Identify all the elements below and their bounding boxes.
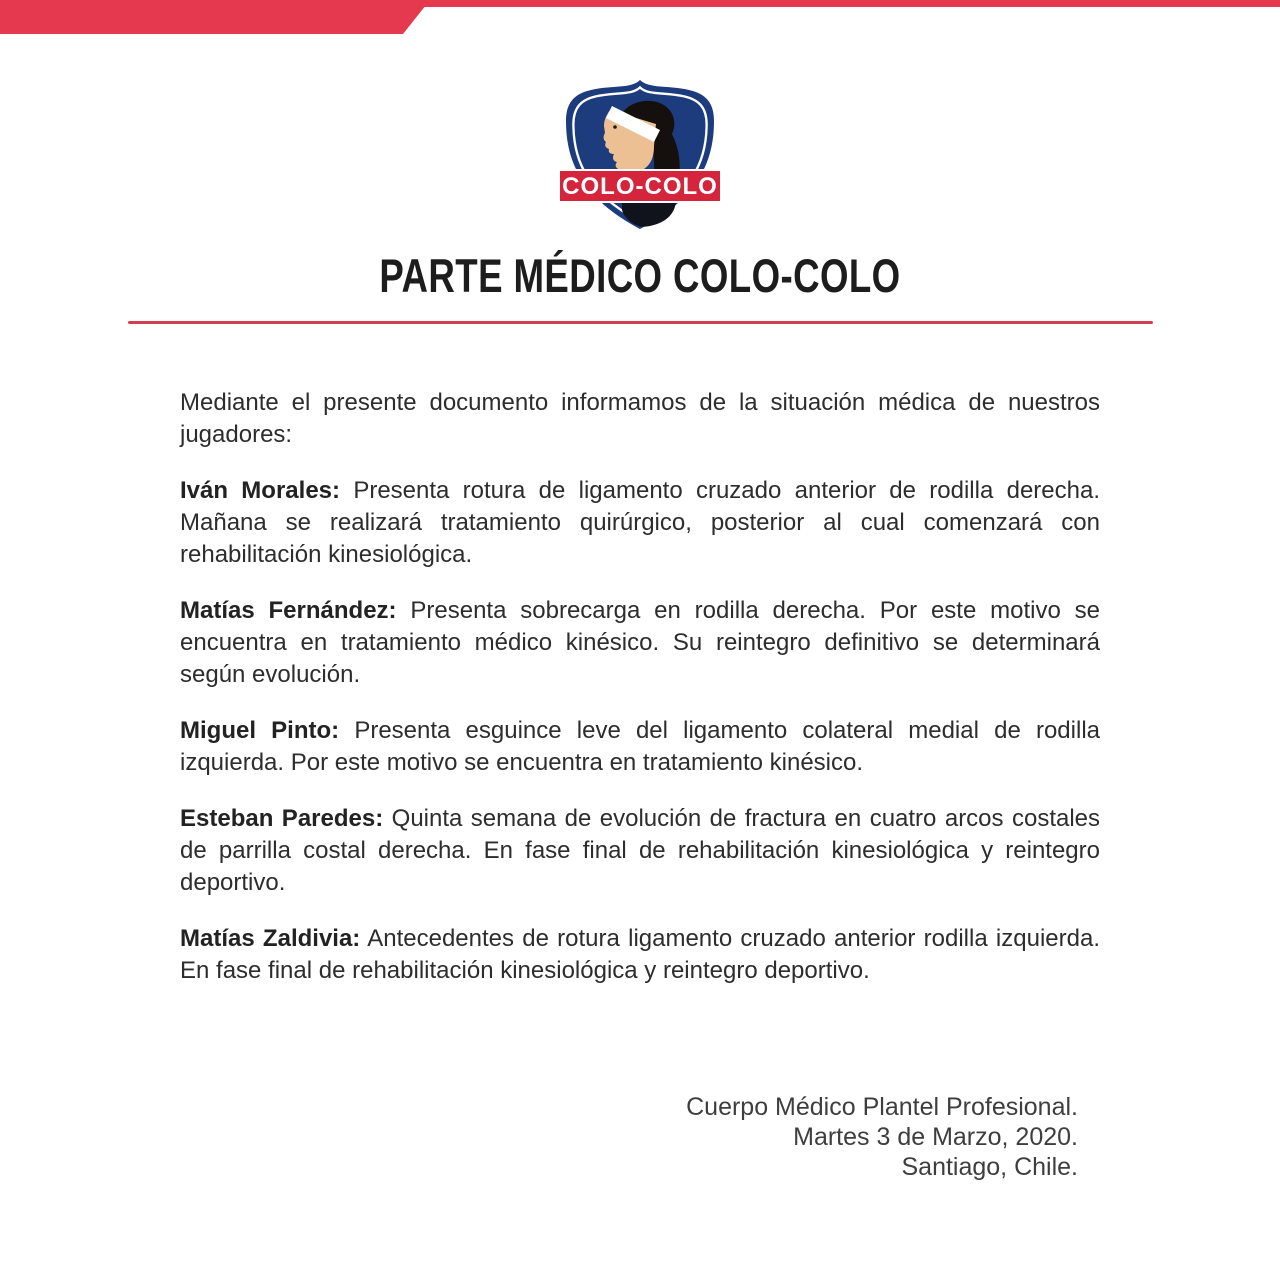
player-name: Iván Morales: bbox=[180, 477, 341, 504]
player-paragraph bbox=[180, 715, 1100, 779]
player-paragraph bbox=[180, 475, 1100, 571]
signature-line: Martes 3 de Marzo, 2020. bbox=[793, 1123, 1078, 1151]
player-name: Matías Zaldivia: bbox=[180, 925, 361, 952]
player-report: Presenta sobrecarga en rodilla derecha. Por este motivo se encuentra en tratamiento médico kinésico. Su reintegro definitivo se determinará según evolución. bbox=[180, 597, 1100, 688]
page-title: PARTE MÉDICO COLO-COLO bbox=[379, 249, 901, 302]
report-body bbox=[180, 387, 1100, 1011]
player-name: Matías Fernández: bbox=[180, 597, 397, 624]
signature-block bbox=[686, 1092, 1078, 1182]
player-report: Presenta esguince leve del ligamento colateral medial de rodilla izquierda. Por este motivo se encuentra en tratamiento kinésico. bbox=[180, 717, 1100, 776]
player-name: Miguel Pinto: bbox=[180, 717, 340, 744]
colo-colo-crest-logo bbox=[558, 76, 722, 232]
player-report: Quinta semana de evolución de fractura en cuatro arcos costales de parrilla costal derecha. En fase final de rehabilitación kinesiológica y reintegro deportivo. bbox=[180, 805, 1101, 896]
player-paragraph bbox=[180, 595, 1100, 691]
crest-eye bbox=[613, 125, 617, 129]
top-red-banner bbox=[0, 0, 430, 34]
player-report: Presenta rotura de ligamento cruzado anterior de rodilla derecha. Mañana se realizará tratamiento quirúrgico, posterior al cual comenzará con rehabilitación kinesiológica. bbox=[180, 477, 1101, 568]
title-divider bbox=[128, 321, 1153, 324]
player-name: Esteban Paredes: bbox=[180, 805, 384, 832]
player-report: Antecedentes de rotura ligamento cruzado anterior rodilla izquierda. En fase final de rehabilitación kinesiológica y reintegro deportivo. bbox=[180, 925, 1100, 984]
signature-line: Cuerpo Médico Plantel Profesional. bbox=[686, 1093, 1078, 1121]
player-paragraph bbox=[180, 923, 1100, 987]
intro-text: Mediante el presente documento informamos de la situación médica de nuestros jugadores: bbox=[180, 389, 1100, 448]
crest-banner-label: COLO-COLO bbox=[562, 173, 718, 200]
intro-paragraph bbox=[180, 387, 1100, 451]
player-paragraph bbox=[180, 803, 1100, 899]
signature-line: Santiago, Chile. bbox=[901, 1153, 1078, 1181]
